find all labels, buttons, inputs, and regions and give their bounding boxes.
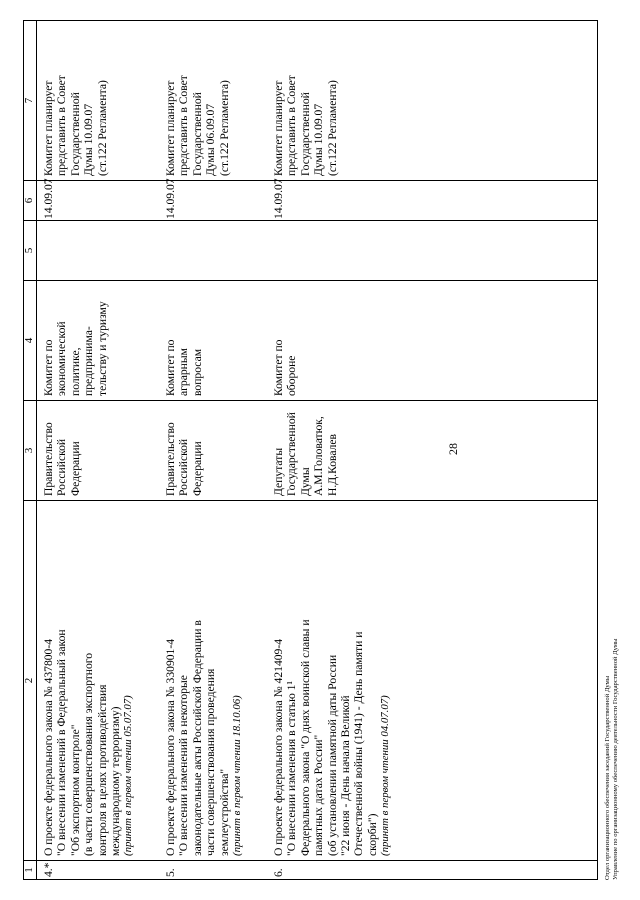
responsible-committee: Комитет по экономической политике, предпринима- тельству и туризму [42,301,109,396]
bill-text: законодательные акты Российской Федерации в [190,620,204,856]
date-cell: 14.09.07 [42,178,55,219]
column-number: 5 [23,247,35,254]
note-cell: Комитет планирует представить в Совет Государственной Думы 06.09.07 (ст.122 Регламента) [164,75,231,176]
column-divider [23,220,598,221]
responsible-committee: Комитет по обороне [272,339,299,396]
column-divider [23,500,598,501]
bill-text: "О внесении изменений в некоторые [177,675,191,856]
responsible-committee: Комитет по аграрным вопросам [164,339,204,396]
bill-description [42,502,136,856]
bill-text: (в части совершенствования экспортного [82,652,96,856]
bill-text: землеустройства" [217,768,231,856]
agenda-table [23,20,598,880]
bill-description [272,502,393,856]
bill-text: памятных датах России" [312,734,326,856]
column-divider [23,400,598,401]
bill-text: международному терроризму) [109,706,123,856]
bill-text: скорби") [365,813,379,856]
bill-text: (об установлении памятной даты России [325,654,339,856]
bill-description [164,502,244,856]
footer-department: Отдел организационного обеспечения заседаний Государственной Думы [604,675,611,880]
page-number: 28 [446,443,460,455]
note-cell: Комитет планирует представить в Совет Государственной Думы 10.09.07 (ст.122 Регламента) [272,75,339,176]
bill-text: Отечественной войны (1941) - День памяти и [352,631,366,856]
bill-text: О проекте федерального закона № 421409-4 [272,639,285,856]
date-cell: 14.09.07 [164,178,177,219]
bill-text: "22 июня - День начала Великой [339,695,353,856]
row-number: 5. [164,868,177,877]
bill-text: части совершенствования проведения [204,668,218,856]
first-reading-note: (принят в первом чтении 18.10.06) [231,695,244,856]
column-divider [23,180,598,181]
initiator: Депутаты Государственной Думы А.М.Головатюк, Н.Д.Ковалев [272,412,339,496]
row-number: 4.* [42,862,55,877]
bill-text: О проекте федерального закона № 437800-4 [42,639,55,856]
date-cell: 14.09.07 [272,178,285,219]
note-cell: Комитет планирует представить в Совет Государственной Думы 10.09.07 (ст.122 Регламента) [42,75,109,176]
header-bottom-border [36,20,37,880]
column-divider [23,879,598,880]
bill-text: "О внесении изменений в Федеральный закон [55,629,69,856]
initiator: Правительство Российской Федерации [42,422,82,496]
column-number: 3 [23,447,35,454]
first-reading-note: (принят в первом чтении 04.07.07) [379,695,392,856]
column-number: 2 [23,677,35,684]
column-number: 6 [23,197,35,204]
table-bottom-border [597,20,598,880]
column-divider [23,280,598,281]
column-divider [23,860,598,861]
first-reading-note: (принят в первом чтении 05.07.07) [122,695,135,856]
bill-text: О проекте федерального закона № 330901-4 [164,639,177,856]
initiator: Правительство Российской Федерации [164,422,204,496]
bill-text: "О внесении изменения в статью 1¹ [285,681,299,856]
footer-directorate: Управление по организационному обеспечению деятельности Государственной Думы [612,638,619,880]
bill-text: Федерального закона "О днях воинской славы и [298,619,312,856]
bill-text: контроля в целях противодействия [95,684,109,856]
column-number: 7 [23,97,35,104]
row-number: 6. [272,868,285,877]
column-number: 4 [23,337,35,344]
bill-text: "Об экспортном контроле" [68,724,82,856]
column-divider [23,20,598,21]
column-number: 1 [23,867,35,873]
